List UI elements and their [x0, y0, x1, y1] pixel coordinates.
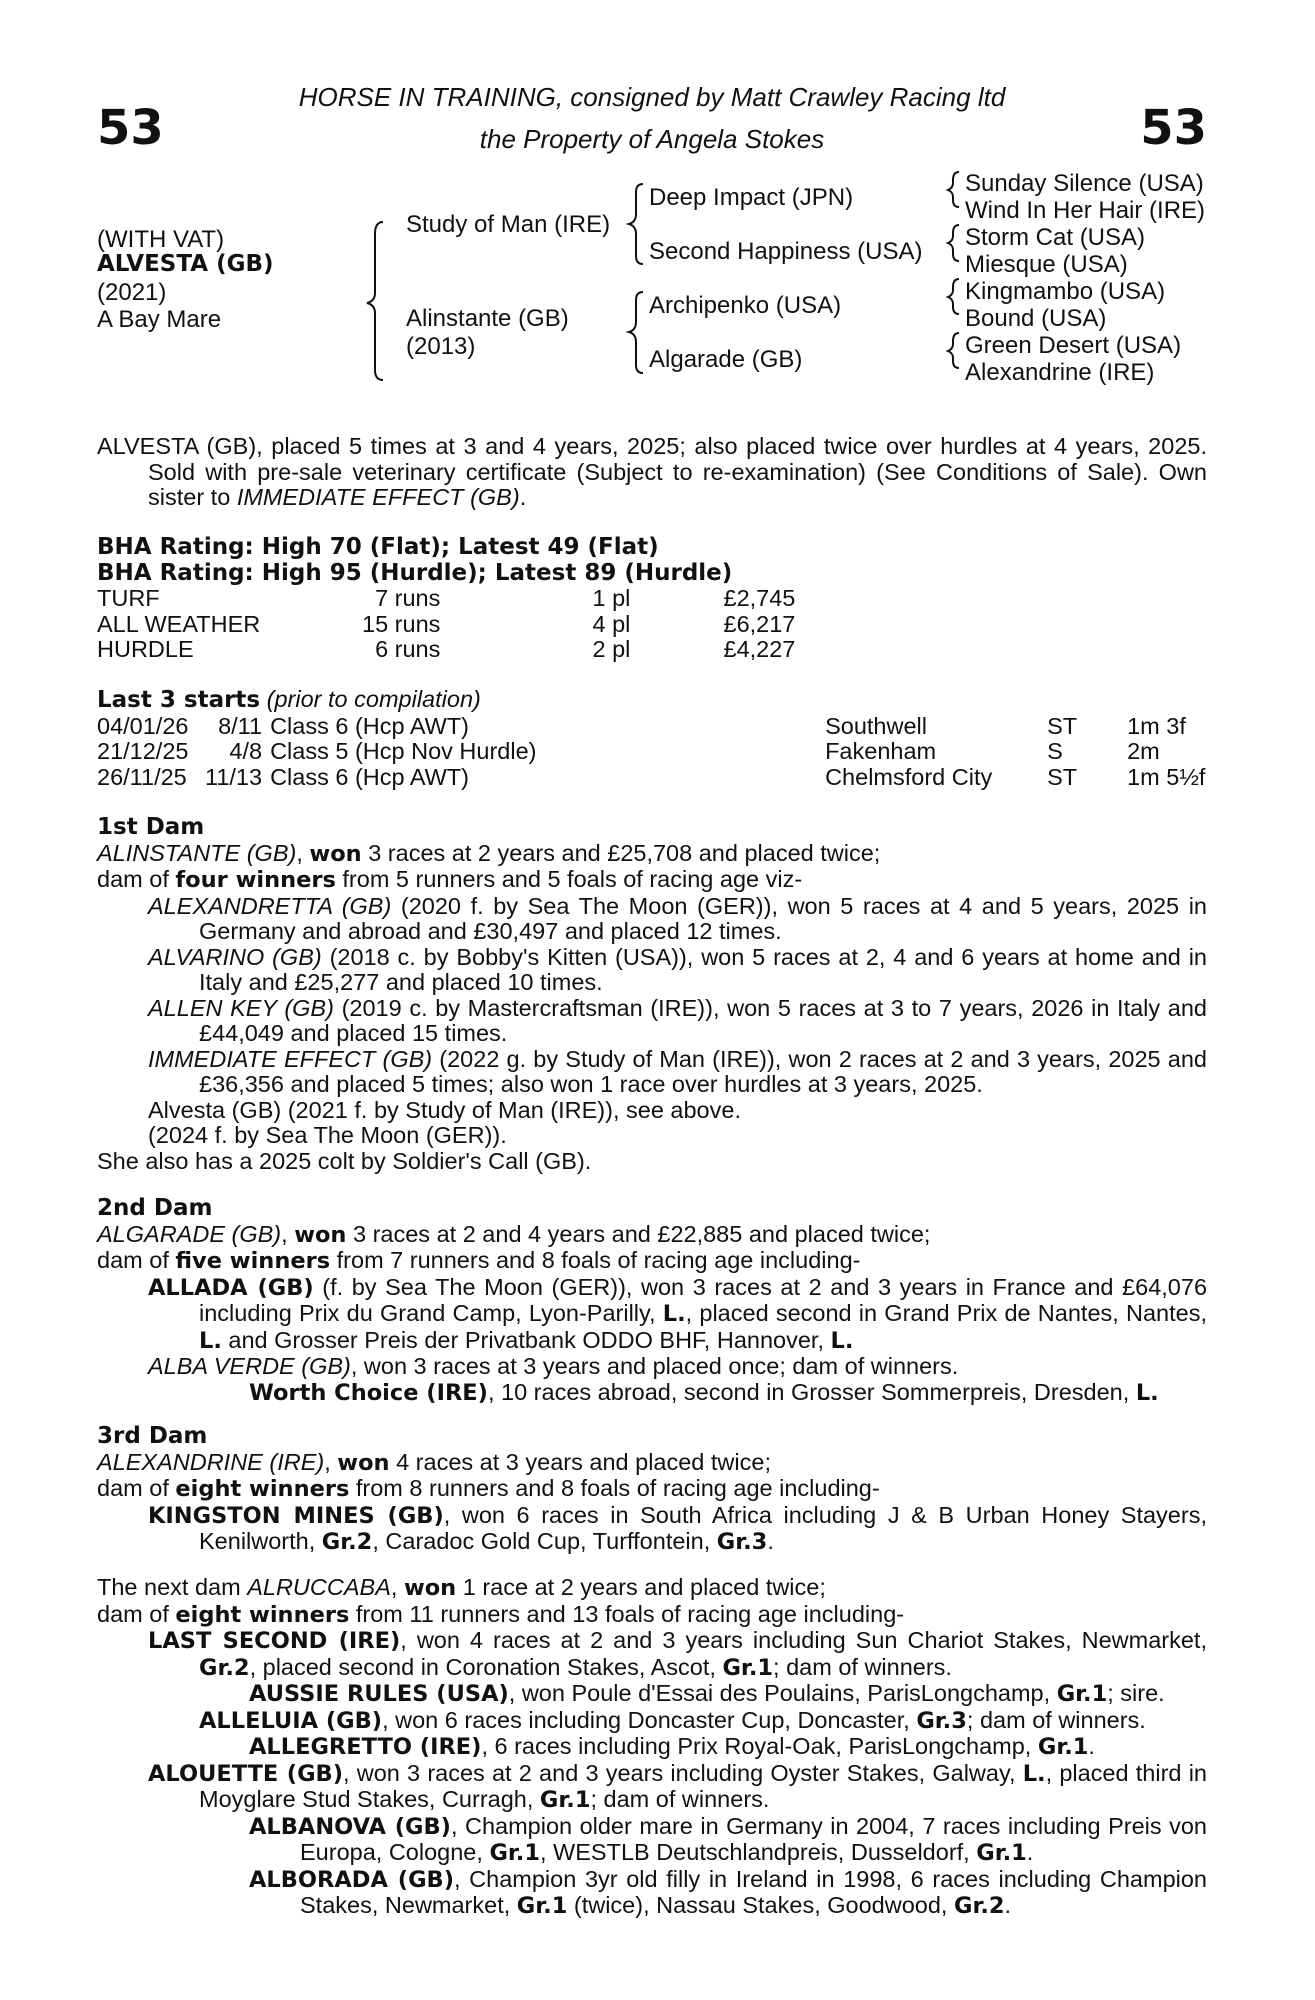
produce-entry [97, 1708, 1207, 1735]
produce-record: , won 4 races at 2 and 3 years including Sun Chariot Stakes, Newmarket, [400, 1627, 1207, 1653]
start-distance: 2m [1127, 738, 1160, 764]
rating-flat: BHA Rating: High 70 (Flat); Latest 49 (Flat) [97, 534, 659, 560]
pedigree-g4: Miesque (USA) [965, 251, 1128, 278]
record-placed: 1 pl [592, 585, 631, 611]
last-starts-title: Last 3 starts [97, 687, 261, 713]
produce-record: , won 6 races including Doncaster Cup, Doncaster, [382, 1706, 917, 1733]
produce-entry [97, 1761, 1207, 1814]
produce-name: ALVARINO (GB) [148, 943, 322, 970]
summary-section [97, 434, 1207, 511]
produce-record: , placed third in Moyglare Stud Stakes, Curragh, [199, 1759, 1207, 1812]
last-starts-note: (prior to compilation) [266, 686, 481, 712]
next-dam-prefix: The next dam [97, 1574, 248, 1600]
produce-record: ; sire. [1107, 1680, 1165, 1706]
group-mark: Gr.1 [1037, 1734, 1089, 1760]
winners-count: five winners [175, 1248, 331, 1274]
pedigree-sire-dam: Second Happiness (USA) [649, 238, 923, 265]
produce-entry [97, 1503, 1207, 1556]
produce-record: , WESTLB Deutschlandpreis, Dusseldorf, [540, 1839, 977, 1865]
record-table [97, 586, 795, 663]
record-surface: HURDLE [97, 636, 194, 662]
separator: , [390, 1574, 404, 1600]
record-prize: £6,217 [723, 610, 796, 637]
produce-entry [97, 894, 1207, 945]
dam-name: ALINSTANTE (GB) [97, 839, 297, 866]
group-mark: Gr.2 [953, 1893, 1005, 1919]
start-row [97, 765, 1205, 791]
group-mark: Gr.1 [489, 1840, 540, 1866]
second-dam-title: 2nd Dam [97, 1195, 213, 1221]
group-mark: Gr.1 [722, 1654, 774, 1681]
horse-name: ALVESTA (GB) [97, 251, 274, 277]
produce-record: , Champion older mare in Germany in 2004, 7 races including Preis von Europa, Cologne, [300, 1812, 1208, 1865]
next-dam-line [97, 1575, 1207, 1602]
start-course: Southwell [825, 712, 927, 739]
record-prize: £2,745 [723, 585, 796, 611]
produce-name: AUSSIE RULES (USA) [249, 1681, 509, 1707]
produce-record: (2020 f. by Sea The Moon (GER)), won 5 races at 4 and 5 years, 2025 in Germany and abroad and £30,497 and placed 12 times. [199, 892, 1207, 944]
produce-entry [97, 1814, 1207, 1867]
group-mark: Gr.1 [539, 1787, 591, 1813]
group-mark: Gr.2 [321, 1529, 373, 1555]
start-going: ST [1047, 763, 1078, 790]
record-prize: £4,227 [723, 636, 796, 662]
produce-entry [97, 1354, 1207, 1380]
record-runs: 7 runs [375, 585, 441, 611]
won-word: won [337, 1449, 390, 1476]
produce-record: . [1026, 1839, 1034, 1865]
second-dam-line: ALGARADE (GB), won 3 races at 2 and 4 years and £22,885 and placed twice; [97, 1220, 931, 1248]
rating-hurdle: BHA Rating: High 95 (Hurdle); Latest 89 (Hurdle) [97, 559, 733, 586]
pedigree-dam-dam: Algarade (GB) [649, 346, 803, 373]
produce-suffix: from 7 runners and 8 foals of racing age including- [330, 1247, 861, 1273]
pedigree-sire-sire: Deep Impact (JPN) [649, 184, 854, 211]
summary-text: ALVESTA (GB), placed 5 times at 3 and 4 years, 2025; also placed twice over hurdles at 4 years, 2025. Sold with pre-sale veterinary certificate (Subject to re-examination) (See Conditions of Sale). Own sister to [97, 433, 1207, 510]
produce-record: ; dam of winners. [590, 1786, 770, 1812]
listed-mark: L. [1135, 1379, 1159, 1406]
start-going: ST [1047, 712, 1078, 739]
winners-count: eight winners [175, 1601, 350, 1628]
produce-entry [97, 996, 1207, 1047]
record-surface: ALL WEATHER [97, 610, 261, 637]
ratings-section [97, 535, 1207, 663]
produce-name: ALLEGRETTO (IRE) [249, 1734, 482, 1760]
produce-entry: (2024 f. by Sea The Moon (GER)). [148, 1122, 507, 1148]
first-dam-title: 1st Dam [97, 814, 205, 840]
first-dam-section [97, 815, 1207, 1174]
record-placed: 2 pl [592, 636, 631, 662]
last-starts-table [97, 714, 1205, 791]
produce-prefix: dam of [97, 1247, 176, 1273]
pedigree-g8: Alexandrine (IRE) [965, 359, 1155, 386]
consignor-line: HORSE IN TRAINING, consigned by Matt Crawley Racing ltd [298, 82, 1006, 112]
produce-name: ALLADA (GB) [148, 1274, 314, 1301]
produce-entry [97, 1681, 1207, 1708]
dam-record: 1 race at 2 years and placed twice; [456, 1574, 826, 1600]
produce-record: (f. by Sea The Moon (GER)), won 3 races at 2 and 3 years in France and £64,076 including Prix du Grand Camp, Lyon-Parilly, [199, 1273, 1208, 1326]
horse-year: (2021) [97, 279, 167, 306]
start-position: 8/11 [218, 712, 263, 739]
start-race: Class 6 (Hcp AWT) [270, 763, 469, 790]
pedigree-dam-year: (2013) [406, 333, 476, 360]
produce-prefix: dam of [97, 1475, 176, 1501]
produce-name: IMMEDIATE EFFECT (GB) [148, 1045, 433, 1072]
summary-end: . [519, 484, 527, 510]
lot-number-right: 53 [1140, 100, 1207, 156]
produce-name: LAST SECOND (IRE) [148, 1628, 401, 1654]
produce-entry [97, 1275, 1207, 1355]
record-row [97, 637, 795, 663]
pedigree-g7: Green Desert (USA) [965, 332, 1182, 359]
pedigree-dam: Alinstante (GB) [406, 305, 569, 332]
pedigree-g3: Storm Cat (USA) [965, 224, 1146, 251]
listed-mark: L. [199, 1327, 222, 1354]
group-mark: Gr.3 [716, 1529, 768, 1555]
produce-entry [97, 1047, 1207, 1098]
group-mark: Gr.1 [976, 1840, 1027, 1866]
record-runs: 6 runs [375, 636, 441, 662]
start-course: Fakenham [825, 738, 937, 764]
group-mark: Gr.3 [916, 1707, 967, 1734]
catalogue-page [97, 0, 1207, 2000]
produce-name: ALEXANDRETTA (GB) [148, 892, 392, 919]
start-course: Chelmsford City [825, 763, 993, 790]
produce-record: (2022 g. by Study of Man (IRE)), won 2 races at 2 and 3 years, 2025 and £36,356 and placed 5 times; also won 1 race over hurdles at 3 years, 2025. [199, 1045, 1207, 1097]
produce-name: ALLEN KEY (GB) [148, 994, 334, 1021]
won-word: won [309, 840, 362, 867]
pedigree-g2: Wind In Her Hair (IRE) [965, 197, 1206, 224]
produce-record: , won 3 races at 2 and 3 years including Oyster Stakes, Galway, [343, 1759, 1023, 1786]
dam-record: 3 races at 2 and 4 years and £22,885 and placed twice; [346, 1220, 931, 1247]
winners-count: eight winners [175, 1476, 350, 1502]
record-placed: 4 pl [592, 610, 631, 637]
dam-record: 3 races at 2 years and £25,708 and placed twice; [361, 839, 881, 866]
produce-prefix: dam of [97, 1600, 176, 1627]
produce-record: (2018 c. by Bobby's Kitten (USA)), won 5 races at 2, 4 and 6 years at home and in Italy and £25,277 and placed 10 times. [199, 943, 1207, 995]
produce-suffix: from 8 runners and 8 foals of racing age including- [349, 1475, 880, 1501]
produce-name: ALOUETTE (GB) [148, 1760, 343, 1787]
produce-record: (twice), Nassau Stakes, Goodwood, [567, 1892, 954, 1918]
pedigree-g6: Bound (USA) [965, 305, 1107, 332]
produce-name: Worth Choice (IRE) [249, 1379, 488, 1406]
produce-prefix: dam of [97, 866, 176, 892]
pedigree-g1: Sunday Silence (USA) [965, 170, 1204, 197]
produce-entry [97, 1380, 1207, 1407]
produce-suffix: from 11 runners and 13 foals of racing age including- [349, 1600, 905, 1627]
lot-number-left: 53 [97, 100, 164, 156]
start-date: 26/11/25 [97, 763, 187, 790]
sister-name: IMMEDIATE EFFECT (GB) [236, 484, 520, 510]
produce-record: , placed second in Coronation Stakes, Ascot, [249, 1653, 723, 1680]
produce-entry: Alvesta (GB) (2021 f. by Study of Man (IRE)), see above. [148, 1096, 741, 1123]
produce-record: , won 3 races at 3 years and placed once; dam of winners. [350, 1353, 959, 1379]
produce-record: and Grosser Preis der Privatbank ODDO BHF, Hannover, [221, 1326, 831, 1353]
won-word: won [294, 1221, 347, 1248]
summary-paragraph [97, 434, 1207, 511]
record-row [97, 612, 795, 638]
produce-suffix: from 5 runners and 5 foals of racing age viz- [335, 866, 803, 892]
second-dam-section [97, 1196, 1207, 1406]
dam-name: ALEXANDRINE (IRE) [97, 1448, 325, 1475]
produce-entry [97, 1628, 1207, 1681]
produce-name: ALLELUIA (GB) [199, 1707, 383, 1734]
group-mark: Gr.2 [199, 1654, 250, 1681]
listed-mark: L. [662, 1301, 686, 1327]
start-row [97, 739, 1205, 765]
produce-record: . [1004, 1892, 1012, 1918]
produce-record: , placed second in Grand Prix de Nantes, Nantes, [685, 1300, 1207, 1326]
record-surface: TURF [97, 585, 160, 611]
produce-record: . [767, 1528, 774, 1554]
produce-record: , 10 races abroad, second in Grosser Sommerpreis, Dresden, [487, 1378, 1136, 1405]
pedigree-g5: Kingmambo (USA) [965, 278, 1166, 305]
group-mark: Gr.1 [1056, 1681, 1108, 1707]
produce-record: , Caradoc Gold Cup, Turffontein, [372, 1528, 717, 1554]
third-dam-title: 3rd Dam [97, 1423, 208, 1449]
produce-record: , won Poule d'Essai des Poulains, ParisLongchamp, [508, 1680, 1057, 1706]
produce-entry [97, 945, 1207, 996]
produce-record: , Champion 3yr old filly in Ireland in 1998, 6 races including Champion Stakes, Newmarket, [300, 1865, 1208, 1918]
start-race: Class 6 (Hcp AWT) [270, 712, 469, 739]
dam-record: 4 races at 3 years and placed twice; [389, 1448, 771, 1475]
listed-mark: L. [1022, 1760, 1046, 1787]
produce-name: ALBORADA (GB) [249, 1866, 454, 1893]
dam-name: ALRUCCABA [247, 1574, 391, 1600]
pedigree-sire: Study of Man (IRE) [406, 211, 611, 238]
first-dam-line: ALINSTANTE (GB), won 3 races at 2 years and £25,708 and placed twice; [97, 839, 881, 867]
second-dam-produce-line [97, 1248, 1207, 1275]
produce-name: ALBA VERDE (GB) [148, 1353, 351, 1379]
winners-count: four winners [175, 867, 336, 893]
record-row [97, 586, 795, 612]
start-date: 21/12/25 [97, 738, 189, 764]
property-line: the Property of Angela Stokes [479, 124, 825, 154]
first-dam-produce-line [97, 867, 1207, 894]
start-going: S [1047, 738, 1063, 764]
pedigree-dam-sire: Archipenko (USA) [649, 292, 842, 319]
next-dam-section [97, 1575, 1207, 1920]
horse-description: A Bay Mare [97, 306, 222, 333]
vat-label: (WITH VAT) [97, 226, 225, 253]
produce-record: . [1088, 1733, 1095, 1759]
produce-entry [97, 1867, 1207, 1920]
won-word: won [403, 1575, 457, 1601]
start-position: 11/13 [205, 763, 263, 790]
produce-record: , 6 races including Prix Royal-Oak, ParisLongchamp, [481, 1733, 1038, 1759]
dam-name: ALGARADE (GB) [97, 1220, 282, 1247]
produce-record: , won 6 races in South Africa including J & B Urban Honey Stayers, Kenilworth, [199, 1501, 1207, 1554]
listed-mark: L. [830, 1327, 854, 1354]
produce-record: ; dam of winners. [773, 1653, 952, 1680]
produce-note: She also has a 2025 colt by Soldier's Call (GB). [97, 1147, 592, 1174]
start-distance: 1m 5½f [1127, 763, 1206, 790]
third-dam-line: ALEXANDRINE (IRE), won 4 races at 3 years and placed twice; [97, 1448, 771, 1476]
start-distance: 1m 3f [1127, 712, 1186, 739]
start-position: 4/8 [229, 738, 263, 764]
start-race: Class 5 (Hcp Nov Hurdle) [270, 738, 537, 764]
last-starts-heading [97, 687, 1207, 714]
produce-name: ALBANOVA (GB) [249, 1813, 451, 1840]
produce-record: (2019 c. by Mastercraftsman (IRE)), won 5 races at 3 to 7 years, 2026 in Italy and £44,049 and placed 15 times. [199, 994, 1207, 1046]
third-dam-produce-line [97, 1476, 1207, 1503]
start-row [97, 714, 1205, 740]
group-mark: Gr.1 [516, 1893, 568, 1919]
produce-record: ; dam of winners. [966, 1706, 1146, 1733]
produce-entry [97, 1734, 1207, 1761]
record-runs: 15 runs [362, 610, 441, 637]
next-dam-produce-line [97, 1602, 1207, 1629]
produce-name: KINGSTON MINES (GB) [148, 1502, 444, 1529]
third-dam-section [97, 1424, 1207, 1556]
start-date: 04/01/26 [97, 712, 189, 739]
last-starts-section [97, 687, 1207, 790]
